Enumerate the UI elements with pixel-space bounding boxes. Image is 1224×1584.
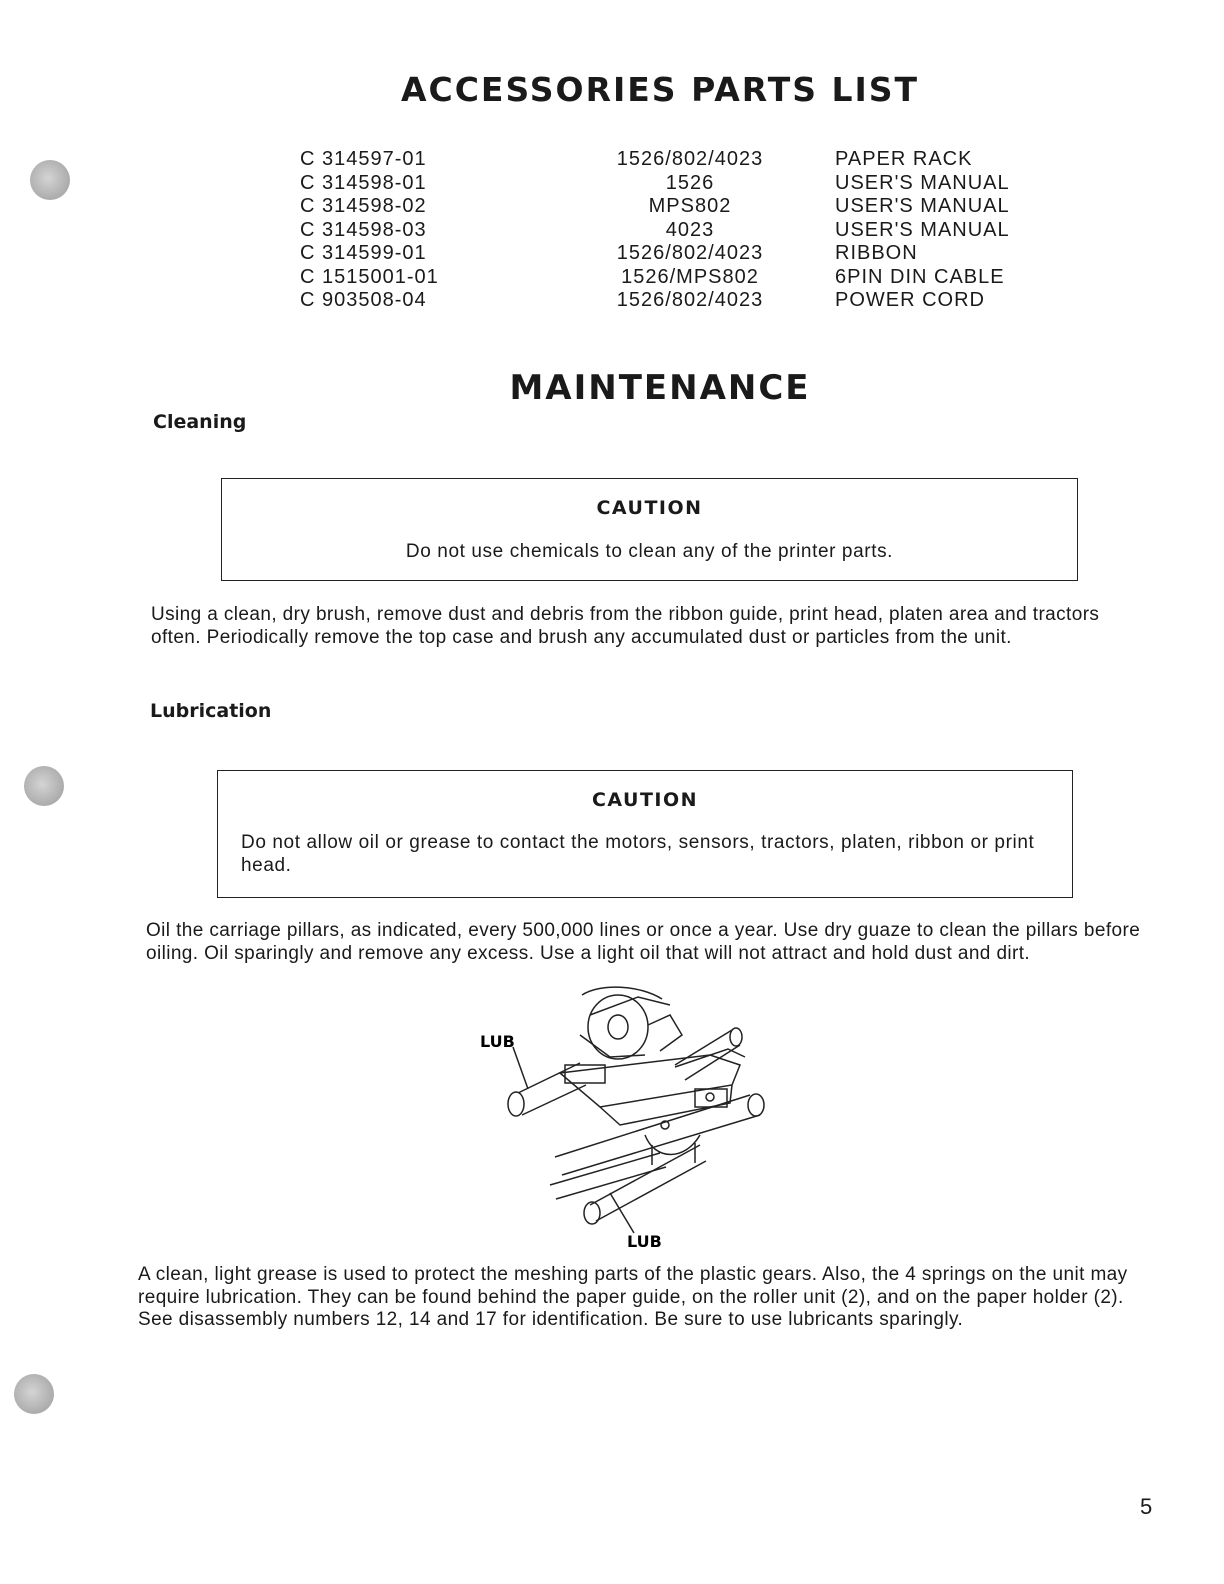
parts-list-table: [300, 148, 1010, 313]
cleaning-body-text: Using a clean, dry brush, remove dust and debris from the ribbon guide, print head, platen area and tractors often. Periodically remove the top case and brush any accumulated dust or particles from the unit.: [151, 604, 1100, 648]
part-model: MPS802: [648, 195, 732, 217]
carriage-pillar-illustration: [470, 985, 790, 1260]
parts-row: [300, 195, 1010, 219]
part-description: RIBBON: [835, 242, 918, 264]
part-number: C 314599-01: [300, 242, 427, 264]
cleaning-heading: Cleaning: [153, 411, 247, 433]
lub-label-top: LUB: [480, 1032, 515, 1051]
part-model: 1526: [665, 171, 715, 194]
part-description: USER'S MANUAL: [835, 171, 1010, 194]
cleaning-caution-text: Do not use chemicals to clean any of the printer parts.: [405, 541, 894, 562]
parts-row: [300, 219, 1010, 243]
part-description: 6PIN DIN CABLE: [835, 265, 1005, 288]
binder-hole-top: [30, 160, 70, 200]
part-model: 4023: [665, 218, 715, 241]
carriage-pillar-drawing: [470, 985, 790, 1255]
part-number: C 314598-01: [300, 171, 427, 194]
part-description: USER'S MANUAL: [835, 218, 1010, 241]
part-model: 1526/MPS802: [621, 265, 759, 288]
page-title: ACCESSORIES PARTS LIST: [400, 70, 920, 109]
part-model: 1526/802/4023: [616, 289, 764, 311]
part-number: C 903508-04: [300, 289, 427, 311]
binder-hole-bottom: [14, 1374, 54, 1414]
part-description: PAPER RACK: [835, 148, 973, 170]
part-number: C 314598-03: [300, 218, 427, 241]
part-description: POWER CORD: [835, 289, 985, 311]
parts-row: [300, 242, 1010, 266]
lub-label-bottom: LUB: [627, 1232, 662, 1251]
parts-row: [300, 172, 1010, 196]
part-model: 1526/802/4023: [616, 148, 764, 170]
part-number: C 1515001-01: [300, 265, 439, 288]
parts-row: [300, 148, 1010, 172]
parts-row: [300, 266, 1010, 290]
lubrication-body-text: Oil the carriage pillars, as indicated, every 500,000 lines or once a year. Use dry guaze to clean the pillars before oiling. Oil sparingly and remove any excess. Use a light oil that will not attract and hold dust and dirt.: [146, 920, 1141, 964]
binder-hole-middle: [24, 766, 64, 806]
maintenance-title: MAINTENANCE: [509, 368, 811, 408]
cleaning-caution-title: CAUTION: [596, 497, 703, 519]
lubrication-heading: Lubrication: [150, 700, 272, 722]
part-number: C 314598-02: [300, 195, 427, 217]
grease-body-text: A clean, light grease is used to protect the meshing parts of the plastic gears. Also, the 4 springs on the unit may require lubrication. They can be found behind the paper guide, on the roller unit (2), and on the paper holder (2). See disassembly numbers 12, 14 and 17 for identification. Be sure to use lubricants sparingly.: [138, 1264, 1128, 1330]
lubrication-caution-title: CAUTION: [591, 789, 699, 811]
parts-row: [300, 289, 1010, 313]
part-description: USER'S MANUAL: [835, 195, 1010, 217]
part-model: 1526/802/4023: [616, 242, 764, 264]
lubrication-caution-box: [217, 770, 1073, 898]
cleaning-caution-box: [221, 478, 1078, 581]
part-number: C 314597-01: [300, 148, 427, 170]
lubrication-caution-text: Do not allow oil or grease to contact the motors, sensors, tractors, platen, ribbon or print head.: [241, 832, 1035, 876]
page-number: 5: [1140, 1494, 1153, 1519]
